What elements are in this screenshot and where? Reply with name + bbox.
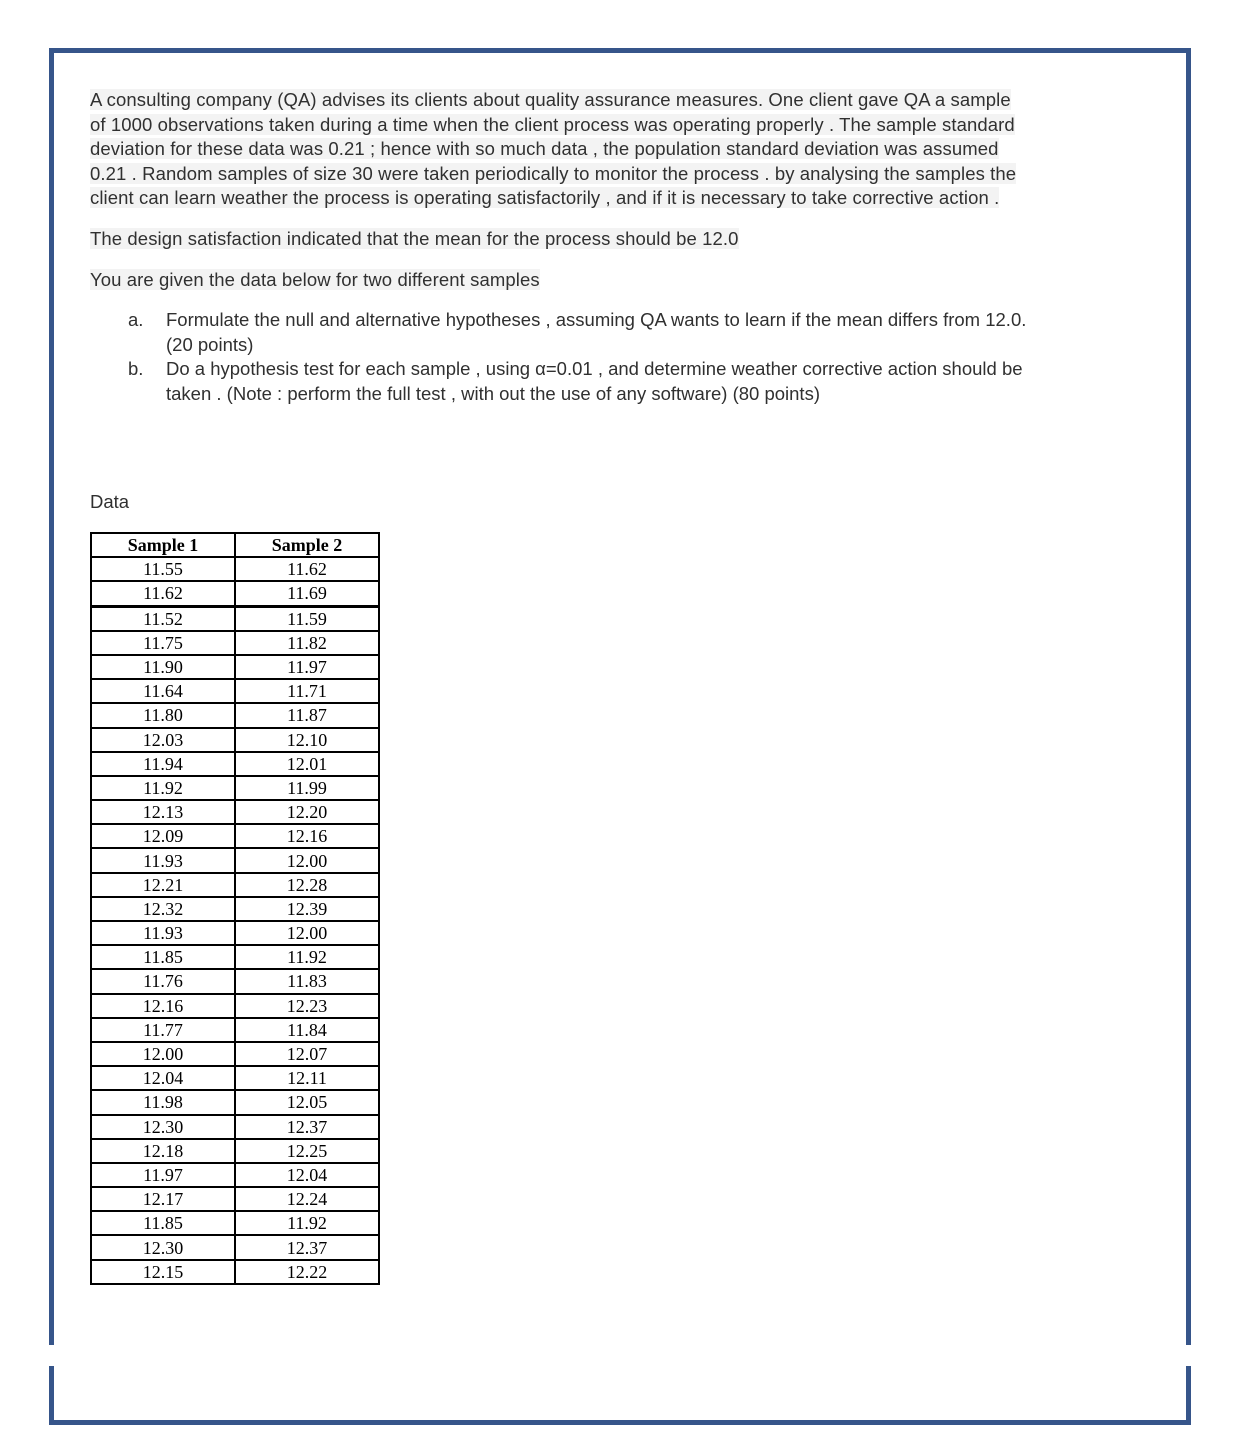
table-row <box>91 1066 379 1090</box>
table-cell-sample-1: 11.93 <box>91 921 235 945</box>
table-cell-sample-1: 11.98 <box>91 1090 235 1114</box>
table-row <box>91 557 379 581</box>
table-cell-sample-1: 11.77 <box>91 1018 235 1042</box>
table-cell-sample-2: 12.16 <box>235 824 379 848</box>
table-header-row <box>91 533 379 557</box>
table-cell-sample-2: 12.37 <box>235 1115 379 1139</box>
question-item <box>90 357 1030 406</box>
intro-paragraph: A consulting company (QA) advises its clients about quality assurance measures. One client gave QA a sample of 1000 observations taken during a time when the client process was operating properly . The sample standard deviation for these data was 0.21 ; hence with so much data , the population standard deviation was assumed 0.21 . Random samples of size 30 were taken periodically to monitor the process . by analysing the samples the client can learn weather the process is operating satisfactorily , and if it is necessary to take corrective action . <box>90 89 1017 209</box>
table-cell-sample-2: 12.24 <box>235 1187 379 1211</box>
table-row <box>91 1187 379 1211</box>
table-row <box>91 994 379 1018</box>
table-cell-sample-2: 12.00 <box>235 921 379 945</box>
table-cell-sample-1: 11.85 <box>91 945 235 969</box>
table-cell-sample-2: 11.82 <box>235 631 379 655</box>
table-row <box>91 945 379 969</box>
table-cell-sample-2: 12.05 <box>235 1090 379 1114</box>
table-cell-sample-2: 12.37 <box>235 1235 379 1259</box>
table-cell-sample-1: 12.17 <box>91 1187 235 1211</box>
table-cell-sample-1: 12.21 <box>91 873 235 897</box>
page-frame-bottom <box>49 1366 1191 1425</box>
column-header-sample-2: Sample 2 <box>235 533 379 557</box>
table-row <box>91 969 379 993</box>
table-cell-sample-1: 12.18 <box>91 1139 235 1163</box>
table-cell-sample-2: 11.97 <box>235 655 379 679</box>
table-cell-sample-2: 12.39 <box>235 897 379 921</box>
table-row <box>91 581 379 606</box>
table-cell-sample-2: 11.92 <box>235 945 379 969</box>
question-text: Do a hypothesis test for each sample , using α=0.01 , and determine weather corrective action should be taken . (Note : perform the full test , with out the use of any software) (80 points) <box>166 358 1023 404</box>
table-row <box>91 921 379 945</box>
table-cell-sample-1: 11.93 <box>91 848 235 872</box>
table-body <box>91 557 379 1284</box>
table-cell-sample-2: 12.07 <box>235 1042 379 1066</box>
table-row <box>91 679 379 703</box>
table-cell-sample-2: 12.00 <box>235 848 379 872</box>
table-row <box>91 800 379 824</box>
given-paragraph: You are given the data below for two different samples <box>90 268 540 290</box>
table-cell-sample-2: 12.04 <box>235 1163 379 1187</box>
table-cell-sample-1: 11.62 <box>91 581 235 606</box>
table-cell-sample-1: 12.32 <box>91 897 235 921</box>
design-paragraph: The design satisfaction indicated that the mean for the process should be 12.0 <box>90 227 739 249</box>
question-item <box>90 308 1030 357</box>
table-row <box>91 1090 379 1114</box>
question-list <box>90 308 1030 406</box>
table-cell-sample-1: 12.30 <box>91 1235 235 1259</box>
data-label: Data <box>90 491 130 512</box>
table-row <box>91 1235 379 1259</box>
table-row <box>91 1211 379 1235</box>
table-row <box>91 873 379 897</box>
table-cell-sample-2: 12.23 <box>235 994 379 1018</box>
table-row <box>91 848 379 872</box>
table-cell-sample-2: 11.92 <box>235 1211 379 1235</box>
table-cell-sample-2: 12.10 <box>235 728 379 752</box>
table-cell-sample-1: 12.13 <box>91 800 235 824</box>
table-cell-sample-1: 12.04 <box>91 1066 235 1090</box>
problem-statement <box>90 88 1030 407</box>
table-cell-sample-2: 12.20 <box>235 800 379 824</box>
table-cell-sample-2: 11.71 <box>235 679 379 703</box>
table-row <box>91 728 379 752</box>
table-cell-sample-1: 11.52 <box>91 606 235 631</box>
table-cell-sample-2: 12.28 <box>235 873 379 897</box>
table-row <box>91 752 379 776</box>
table-row <box>91 1018 379 1042</box>
table-cell-sample-1: 12.00 <box>91 1042 235 1066</box>
table-cell-sample-1: 11.76 <box>91 969 235 993</box>
table-cell-sample-1: 12.15 <box>91 1260 235 1284</box>
table-row <box>91 1163 379 1187</box>
table-cell-sample-2: 11.99 <box>235 776 379 800</box>
table-row <box>91 655 379 679</box>
table-cell-sample-2: 12.01 <box>235 752 379 776</box>
table-cell-sample-1: 11.80 <box>91 703 235 727</box>
table-row <box>91 631 379 655</box>
table-cell-sample-2: 11.62 <box>235 557 379 581</box>
table-cell-sample-1: 11.85 <box>91 1211 235 1235</box>
table-cell-sample-1: 12.16 <box>91 994 235 1018</box>
table-cell-sample-2: 11.69 <box>235 581 379 606</box>
table-row <box>91 1260 379 1284</box>
table-cell-sample-2: 11.84 <box>235 1018 379 1042</box>
table-cell-sample-1: 11.94 <box>91 752 235 776</box>
table-row <box>91 776 379 800</box>
table-cell-sample-1: 12.03 <box>91 728 235 752</box>
question-marker: a. <box>128 309 144 331</box>
table-row <box>91 897 379 921</box>
table-cell-sample-1: 12.09 <box>91 824 235 848</box>
table-cell-sample-2: 12.25 <box>235 1139 379 1163</box>
table-row <box>91 1115 379 1139</box>
table-row <box>91 1139 379 1163</box>
column-header-sample-1: Sample 1 <box>91 533 235 557</box>
table-cell-sample-2: 11.87 <box>235 703 379 727</box>
table-cell-sample-1: 12.30 <box>91 1115 235 1139</box>
table-cell-sample-2: 12.22 <box>235 1260 379 1284</box>
table-cell-sample-1: 11.64 <box>91 679 235 703</box>
question-marker: b. <box>128 358 144 380</box>
table-cell-sample-2: 12.11 <box>235 1066 379 1090</box>
table-cell-sample-1: 11.97 <box>91 1163 235 1187</box>
question-text: Formulate the null and alternative hypotheses , assuming QA wants to learn if the mean differs from 12.0. (20 points) <box>166 309 1027 355</box>
table-cell-sample-1: 11.55 <box>91 557 235 581</box>
table-row <box>91 606 379 631</box>
table-row <box>91 824 379 848</box>
table-cell-sample-1: 11.92 <box>91 776 235 800</box>
sample-data-table <box>90 532 380 1285</box>
table-cell-sample-2: 11.83 <box>235 969 379 993</box>
table-row <box>91 1042 379 1066</box>
table-row <box>91 703 379 727</box>
table-cell-sample-1: 11.90 <box>91 655 235 679</box>
table-cell-sample-2: 11.59 <box>235 606 379 631</box>
table-cell-sample-1: 11.75 <box>91 631 235 655</box>
